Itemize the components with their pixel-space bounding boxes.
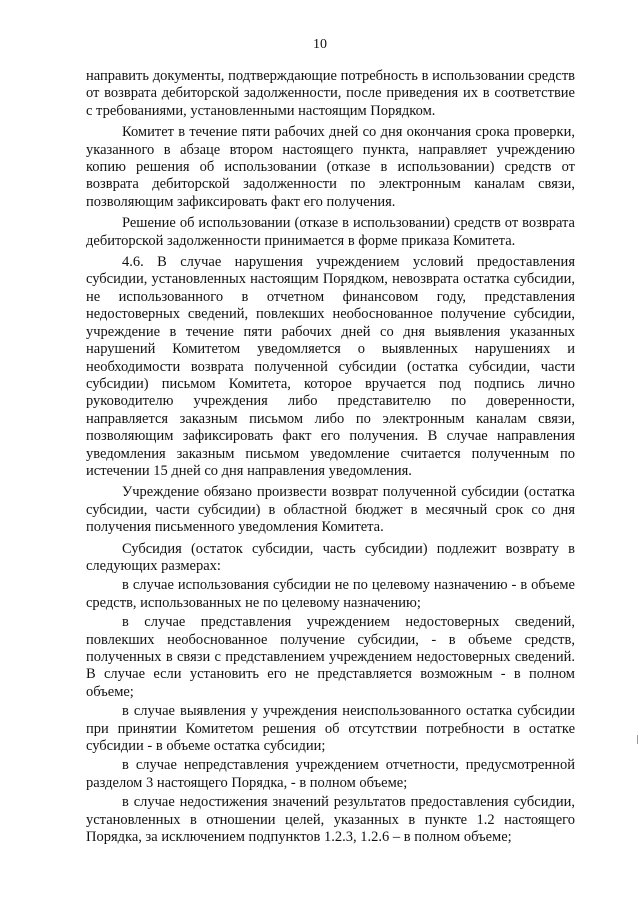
list-item-misuse: в случае использования субсидии не по целевому назначению - в объеме средств, использованных не по целевому назначению; <box>86 577 575 611</box>
list-item-false-info: в случае представления учреждением недостоверных сведений, повлекших необоснованное получение субсидии, - в объеме средств, полученных в связи с представлением учреждением недостоверных сведений. В случае если установить его не представляется возможным - в полном объеме; <box>86 614 575 700</box>
list-item-no-reporting: в случае непредставления учреждением отчетности, предусмотренной разделом 3 настоящего Порядка, - в полном объеме; <box>86 757 575 791</box>
document-body <box>86 68 575 848</box>
paragraph-clause-4-6: 4.6. В случае нарушения учреждением условий предоставления субсидии, установленных настоящим Порядком, невозврата остатка субсидии, не использованного в отчетном финансовом году, представления недостоверных сведений, повлекших необоснованное получение субсидии, учреждение в течение пяти рабочих дней со дня выявления указанных нарушений Комитетом уведомляется о выявленных нарушениях и необходимости возврата полученной субсидии (остатка субсидии, части субсидии) письмом Комитета, которое вручается под подпись лично руководителю учреждения либо представителю по доверенности, направляется заказным письмом либо по электронным каналам связи, позволяющим зафиксировать факт его получения. В случае направления уведомления заказным письмом уведомление считается полученным по истечении 15 дней со дня направления уведомления. <box>86 254 575 479</box>
scan-edge-mark <box>637 735 638 744</box>
paragraph-decision-form: Решение об использовании (отказе в использовании) средств от возврата дебиторской задолженности принимается в форме приказа Комитета. <box>86 215 575 249</box>
page-number: 10 <box>313 37 327 52</box>
paragraph-committee-review: Комитет в течение пяти рабочих дней со дня окончания срока проверки, указанного в абзаце втором настоящего пункта, направляет учреждению копию решения об использовании (отказе в использовании) средств от возврата дебиторской задолженности по электронным каналам связи, позволяющим зафиксировать факт его получения. <box>86 124 575 210</box>
list-item-unused-balance: в случае выявления у учреждения неиспользованного остатка субсидии при принятии Комитетом решения об отсутствии потребности в остатке субсидии - в объеме остатка субсидии; <box>86 703 575 755</box>
paragraph-return-amounts: Субсидия (остаток субсидии, часть субсидии) подлежит возврату в следующих размерах: <box>86 540 575 574</box>
paragraph-continuation: направить документы, подтверждающие потребность в использовании средств от возврата дебиторской задолженности, после приведения их в соответствие с требованиями, установленными настоящим Порядком. <box>86 68 575 119</box>
list-item-results-not-achieved: в случае недостижения значений результатов предоставления субсидии, установленных в отношении целей, указанных в пункте 1.2 настоящего Порядка, за исключением подпунктов 1.2.3, 1.2.6 – в полном объеме; <box>86 794 575 846</box>
paragraph-return-obligation: Учреждение обязано произвести возврат полученной субсидии (остатка субсидии, части субсидии) в областной бюджет в месячный срок со дня получения письменного уведомления Комитета. <box>86 484 575 536</box>
